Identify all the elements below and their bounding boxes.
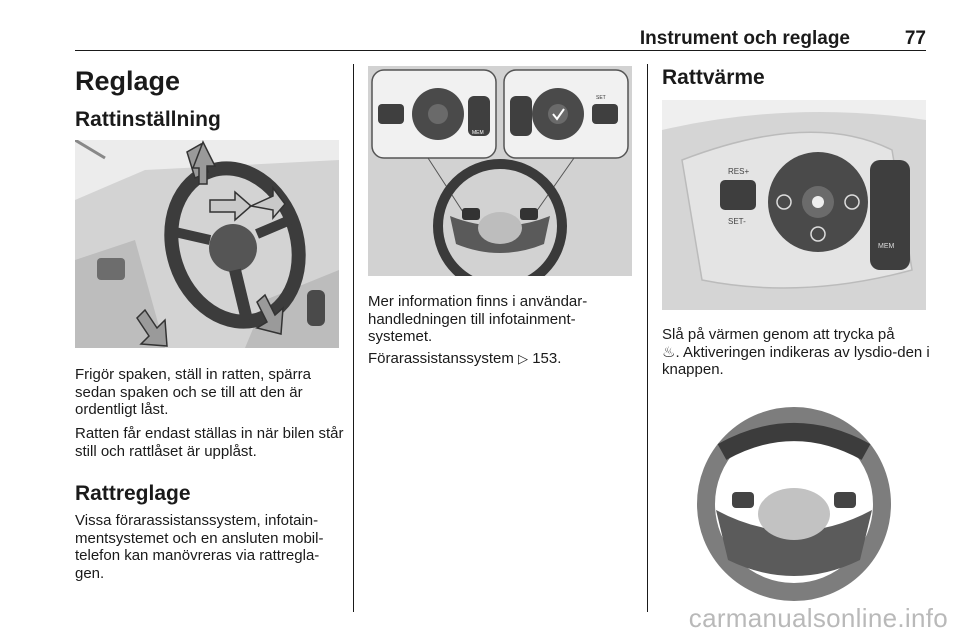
section-heading: Reglage xyxy=(75,66,181,96)
paragraph-driver-assistance-ref xyxy=(368,350,638,368)
driver-assistance-page-ref[interactable]: 153. xyxy=(532,350,562,367)
heated-wheel-button-figure xyxy=(662,100,926,310)
watermark-logo: carmanualsonline.info xyxy=(688,603,948,633)
steering-controls-figure xyxy=(368,66,632,276)
header-rule xyxy=(75,50,926,51)
heated-wheel-text-2: . Aktiveringen indikeras av lysdio-den i knappen. xyxy=(662,343,930,378)
heated-wheel-text-1: Slå på värmen genom att trycka på xyxy=(662,326,895,343)
paragraph-adjust-when-stationary: Ratten får endast ställas in när bilen står still och rattlåset är upplåst. xyxy=(75,425,344,460)
paragraph-steering-controls: Vissa förarassistanssystem, infotain-mentsystemet och en ansluten mobil-telefon kan manövreras via rattregla-gen. xyxy=(75,512,324,582)
paragraph-release-lever: Frigör spaken, ställ in ratten, spärra sedan spaken och se till att den är ordentligt låst. xyxy=(75,366,311,418)
subsection-heading-steering-adjustment: Rattinställning xyxy=(75,108,221,131)
running-header-title: Instrument och reglage xyxy=(639,28,850,49)
page-number: 77 xyxy=(904,28,926,49)
ref-arrow-icon: ▷ xyxy=(518,351,529,366)
set-label: SET xyxy=(596,95,606,101)
set-minus-label: SET- xyxy=(728,217,746,226)
driver-assistance-text: Förarassistanssystem xyxy=(368,350,514,367)
heated-wheel-icon: ♨ xyxy=(662,343,676,361)
mem-button-label: MEM xyxy=(878,243,895,250)
subsection-heading-steering-controls: Rattreglage xyxy=(75,482,191,505)
steering-adjustment-figure xyxy=(75,140,339,348)
paragraph-heated-wheel-instructions xyxy=(662,326,932,379)
mem-label: MEM xyxy=(472,130,484,136)
steering-wheel-figure xyxy=(662,392,926,610)
res-plus-label: RES+ xyxy=(728,167,750,176)
column-divider-1 xyxy=(353,64,354,612)
section-heading-heated-wheel: Rattvärme xyxy=(662,66,765,89)
paragraph-infotainment-info: Mer information finns i användar-handledningen till infotainment-systemet. xyxy=(368,293,588,345)
column-divider-2 xyxy=(647,64,648,612)
